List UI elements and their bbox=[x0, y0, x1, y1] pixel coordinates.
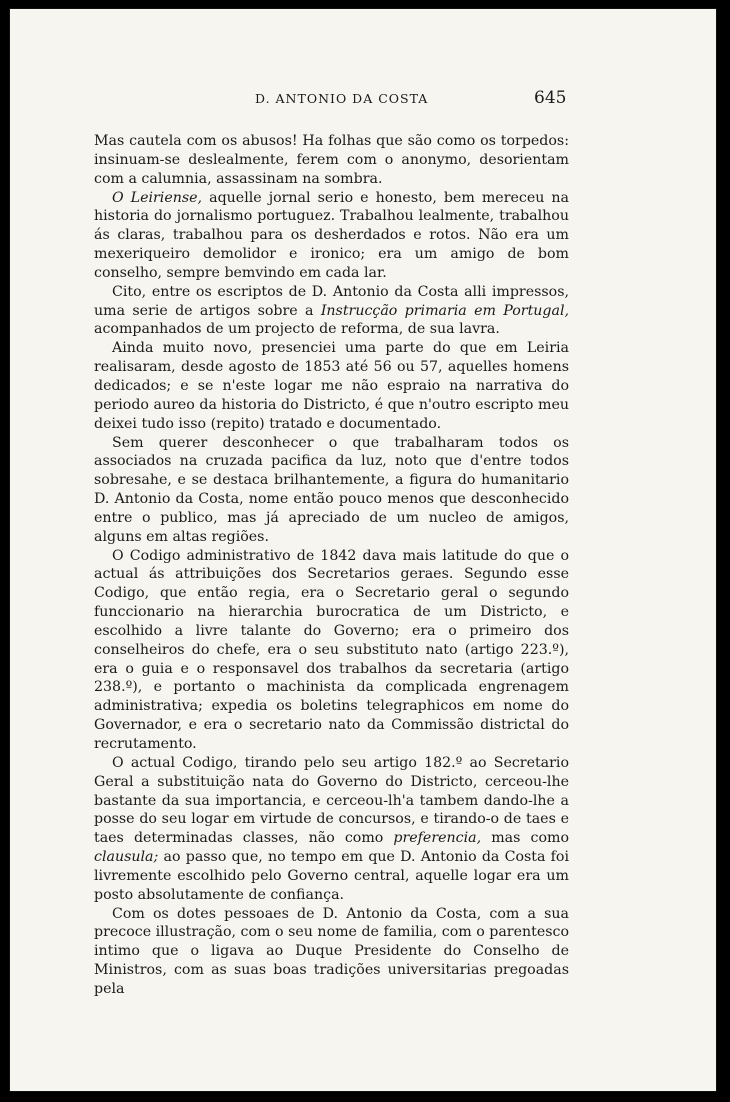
page-number: 645 bbox=[534, 88, 567, 108]
paragraph bbox=[94, 339, 569, 433]
paragraph bbox=[94, 132, 569, 189]
paragraph bbox=[94, 905, 569, 999]
text-run: mas como bbox=[481, 830, 569, 847]
text-run-italic: Instrucção primaria em Portugal, bbox=[320, 302, 569, 319]
paragraph bbox=[94, 547, 569, 754]
running-head: D. ANTONIO DA COSTA bbox=[255, 91, 429, 106]
paragraph bbox=[94, 189, 569, 283]
text-run: Ainda muito novo, presenciei uma parte do que em Leiria realisaram, desde agosto de 1853 até 56 ou 57, aquelles homens dedicados; e se n'este logar me não espraio na narrativa do periodo aureo da historia do Districto, é que n'outro escripto meu deixei tudo isso (repito) tratado e documentado. bbox=[94, 340, 569, 432]
text-run: Cito, entre os escriptos de D. Antonio da Costa alli impressos, uma serie de artigos sobre a bbox=[94, 283, 569, 319]
page-header bbox=[10, 88, 716, 114]
body-text bbox=[94, 132, 569, 999]
text-run: acompanhados de um projecto de reforma, de sua lavra. bbox=[94, 321, 500, 338]
text-run: O actual Codigo, tirando pelo seu artigo 182.º ao Secretario Geral a substituição nata do Governo do Districto, cerceou-lhe bastante da sua importancia, e cerceou-lh'a tambem dando-lhe a posse do seu logar em virtude de concursos, e tirando-o de taes e taes determinadas classes, não como bbox=[94, 754, 569, 847]
text-run-italic: O Leiriense, bbox=[112, 189, 203, 206]
text-run: aquelle jornal serio e honesto, bem mereceu na historia do jornalismo portuguez. Trabalhou lealmente, trabalhou ás claras, trabalhou para os desherdados e rotos. Não era um mexeriqueiro demolidor e ironico; era um amigo de bom conselho, sempre bemvindo em cada lar. bbox=[94, 189, 569, 281]
text-run: Sem querer desconhecer o que trabalharam todos os associados na cruzada pacifica da luz, noto que d'entre todos sobresahe, e se destaca brilhantemente, a figura do humanitario D. Antonio da Costa, nome então pouco menos que desconhecido entre o publico, mas já apreciado de um nucleo de amigos, alguns em altas regiões. bbox=[94, 434, 569, 545]
text-run: O Codigo administrativo de 1842 dava mais latitude do que o actual ás attribuições dos Secretarios geraes. Segundo esse Codigo, que então regia, era o Secretario geral o segundo funccionario na hierarchia burocratica de um Districto, e escolhido a livre talante do Governo; era o primeiro dos conselheiros do chefe, era o seu substituto nato (artigo 223.º), era o guia e o responsavel dos trabalhos da secretaria (artigo 238.º), e portanto o machinista da complicada engrenagem administrativa; expedia os boletins telegraphicos em nome do Governador, e era o secretario nato da Commissão districtal do recrutamento. bbox=[94, 547, 569, 752]
paragraph bbox=[94, 283, 569, 340]
text-run: Com os dotes pessoaes de D. Antonio da Costa, com a sua precoce illustração, com o seu nome de familia, com o parentesco intimo que o ligava ao Duque Presidente do Conselho de Ministros, com as suas boas tradições universitarias pregoadas pela bbox=[94, 905, 569, 997]
text-run-italic: clausula; bbox=[94, 849, 159, 866]
text-run-italic: preferencia, bbox=[393, 830, 482, 847]
book-page bbox=[9, 8, 717, 1092]
paragraph bbox=[94, 434, 569, 547]
text-run: ao passo que, no tempo em que D. Antonio da Costa foi livremente escolhido pelo Governo central, aquelle logar era um posto absolutamente de confiança. bbox=[94, 849, 569, 903]
text-run: Mas cautela com os abusos! Ha folhas que são como os torpedos: insinuam-se deslealmente, ferem com o anonymo, desorientam com a calumnia, assassinam na sombra. bbox=[94, 133, 569, 187]
paragraph bbox=[94, 754, 569, 905]
